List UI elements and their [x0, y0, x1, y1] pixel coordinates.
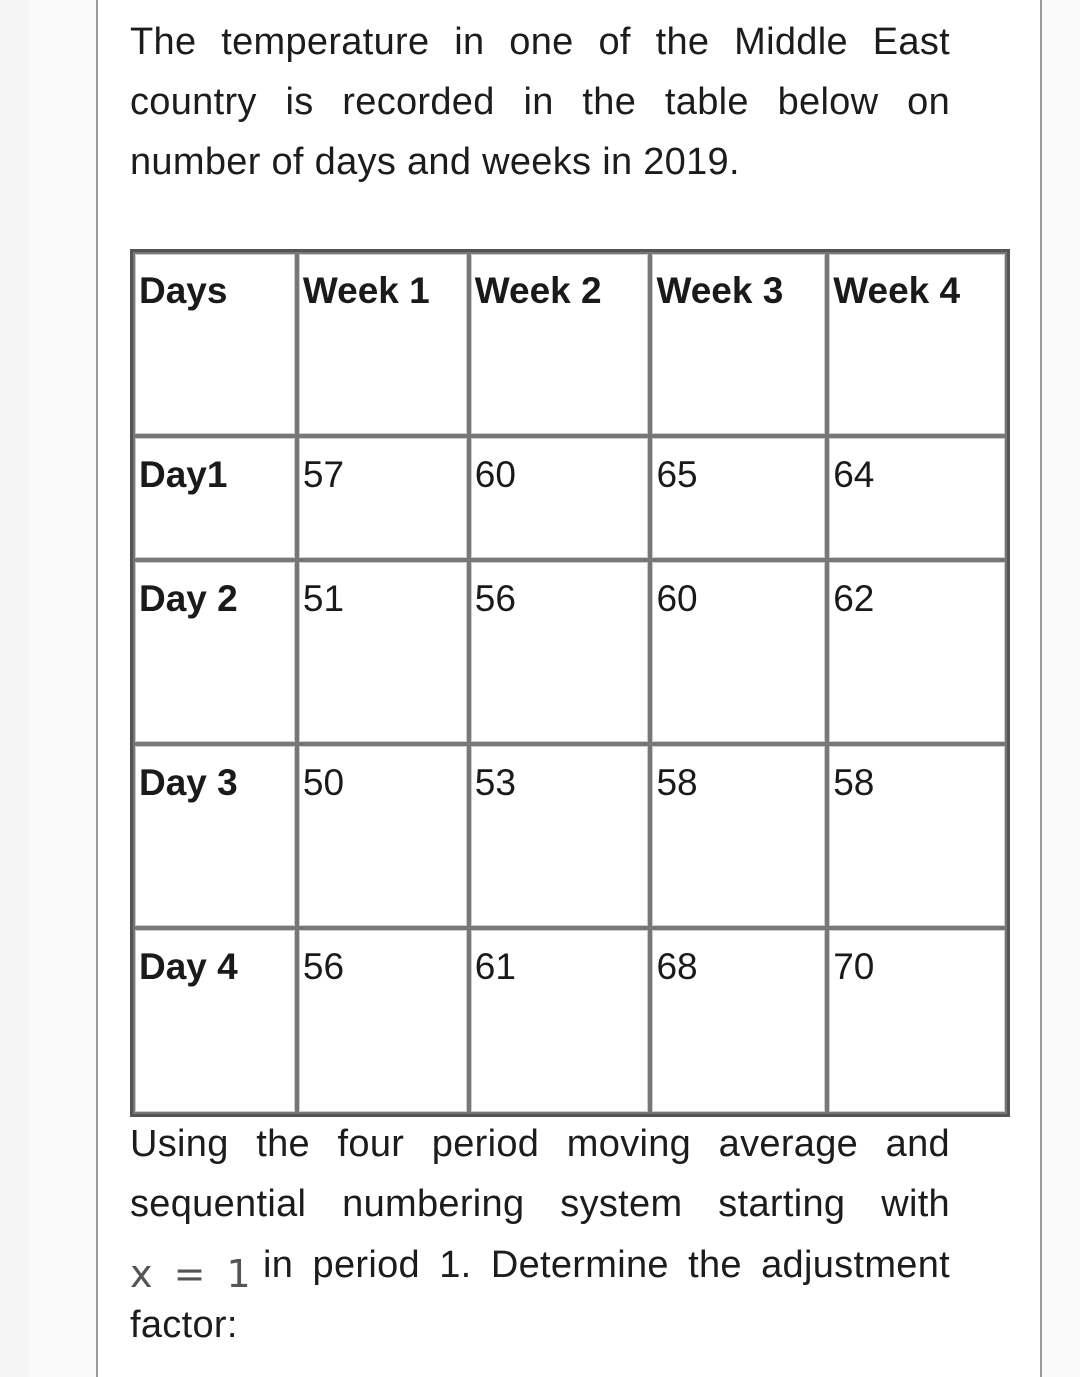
table-cell: 56 [297, 928, 469, 1114]
header-cell-week-1: Week 1 [297, 252, 469, 436]
table-cell: 60 [650, 560, 827, 744]
table-cell: 70 [827, 928, 1007, 1114]
table-cell: 68 [650, 928, 827, 1114]
table-cell: 50 [297, 744, 469, 928]
header-cell-week-2: Week 2 [469, 252, 651, 436]
question-line: Using the four period moving average and [130, 1123, 950, 1165]
table-cell: 62 [827, 560, 1007, 744]
question-paragraph [130, 1114, 950, 1355]
row-label-day-4: Day 4 [133, 928, 297, 1114]
question-line: sequential numbering system starting with [130, 1183, 950, 1225]
row-label-day-2: Day 2 [133, 560, 297, 744]
temperature-table [130, 249, 1010, 1117]
header-cell-days: Days [133, 252, 297, 436]
question-line-text: in period 1. Determine the adjustment [263, 1244, 951, 1286]
table-row [133, 560, 1007, 744]
header-cell-week-3: Week 3 [650, 252, 827, 436]
table-row [133, 744, 1007, 928]
table-cell: 58 [827, 744, 1007, 928]
table-cell: 56 [469, 560, 651, 744]
table-row [133, 436, 1007, 560]
table-header-row [133, 252, 1007, 436]
table-cell: 53 [469, 744, 651, 928]
question-line: factor: [130, 1304, 238, 1346]
table-row [133, 928, 1007, 1114]
math-expression: x = 1 [130, 1252, 252, 1296]
question-line-with-math [130, 1234, 950, 1295]
row-label-day-3: Day 3 [133, 744, 297, 928]
header-cell-week-4: Week 4 [827, 252, 1007, 436]
table-cell: 58 [650, 744, 827, 928]
table-cell: 60 [469, 436, 651, 560]
intro-paragraph: The temperature in one of the Middle East country is recorded in the table below on number of days and weeks in 2019. [130, 21, 950, 183]
table-cell: 65 [650, 436, 827, 560]
table-cell: 61 [469, 928, 651, 1114]
row-label-day-1: Day1 [133, 436, 297, 560]
table-cell: 57 [297, 436, 469, 560]
table-cell: 51 [297, 560, 469, 744]
table-cell: 64 [827, 436, 1007, 560]
